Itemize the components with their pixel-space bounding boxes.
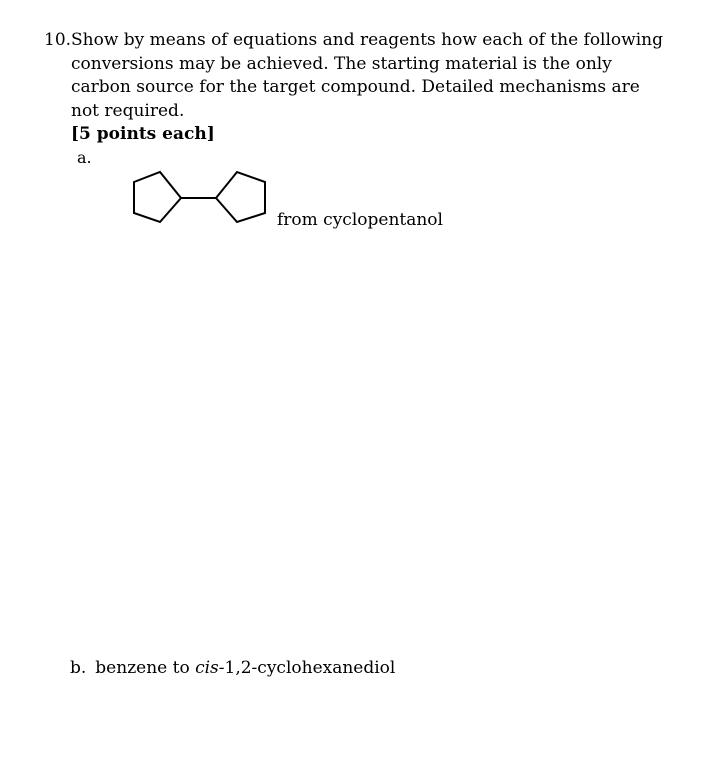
part-a-label: a. xyxy=(77,148,92,167)
points-label: [5 points each] xyxy=(71,124,215,144)
question-number: 10. xyxy=(44,30,72,50)
part-b-text-start: benzene to xyxy=(95,658,196,678)
part-a-from-text: from cyclopentanol xyxy=(277,210,443,230)
part-b-text-italic: cis xyxy=(195,658,219,678)
part-b-text-end: -1,2-cyclohexanediol xyxy=(218,658,396,678)
bicyclopentyl-structure-icon xyxy=(125,164,275,234)
question-body xyxy=(71,29,664,147)
part-b xyxy=(70,658,395,678)
part-b-label: b. xyxy=(70,658,87,678)
question-10 xyxy=(44,29,664,147)
question-text: Show by means of equations and reagents how each of the following conversions may be achieved. The starting material is the only carbon source for the target compound. Detailed mechanisms are not required. xyxy=(71,30,663,121)
